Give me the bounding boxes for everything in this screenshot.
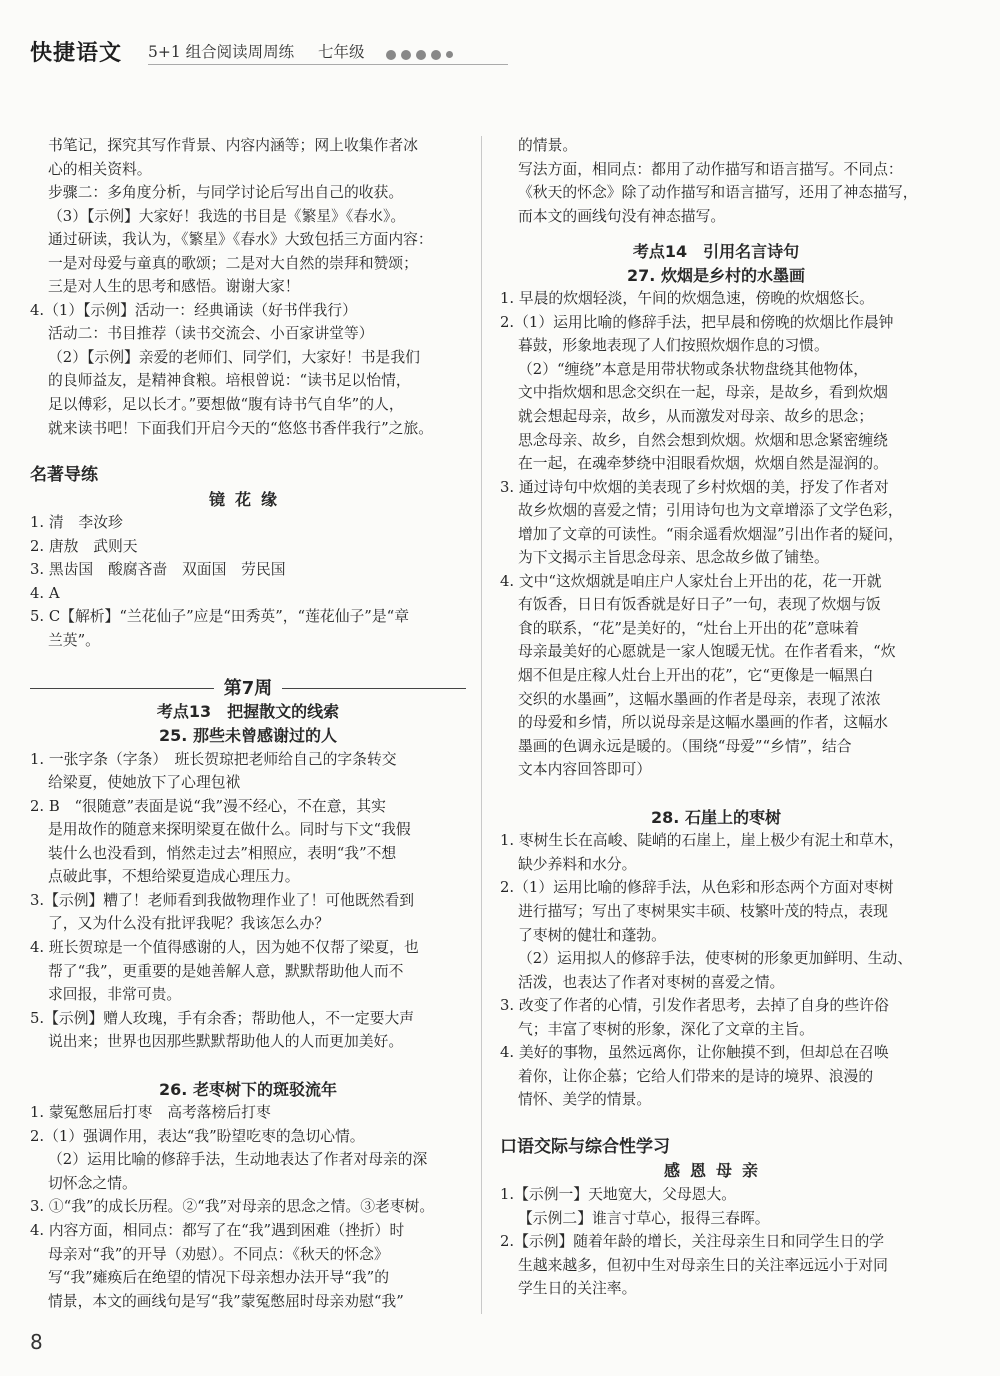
answer-line: 故乡炊烟的喜爱之情；引用诗句也为文章增添了文学色彩， — [518, 502, 903, 520]
answer-line: 就来读书吧！下面我们开启今天的“悠悠书香伴我行”之旅。 — [48, 419, 434, 437]
article-heading: 27. 炊烟是乡村的水墨画 — [627, 265, 805, 285]
answer-line: 切怀念之情。 — [48, 1174, 137, 1192]
answer-line: 就会想起母亲，故乡，从而激发对母亲、故乡的思念； — [518, 408, 874, 426]
grade-label: 七年级 — [318, 43, 365, 61]
answer-line: 2.（1）运用比喻的修辞手法，把早晨和傍晚的炊烟比作晨钟 — [500, 313, 894, 331]
answer-line: 5.【示例】赠人玫瑰，手有余香；帮助他人，不一定要大声 — [30, 1009, 415, 1027]
answer-line: 有饭香，日日有饭香就是好日子”一句，表现了炊烟与饭 — [518, 596, 881, 614]
answer-line: 2. B “很随意”表面是说“我”漫不经心，不在意，其实 — [30, 797, 386, 815]
answer-line: 给梁夏，使她放下了心理包袱 — [48, 774, 241, 792]
answer-line: 4. 美好的事物，虽然远离你，让你触摸不到，但却总在召唤 — [500, 1044, 889, 1062]
answer-line: 3. 通过诗句中炊烟的美表现了乡村炊烟的美，抒发了作者对 — [500, 478, 889, 496]
answer-line: 1. 早晨的炊烟轻淡，午间的炊烟急速，傍晚的炊烟悠长。 — [500, 290, 874, 308]
dot-icon — [386, 50, 396, 60]
answer-line: 的良师益友，是精神食粮。培根曾说：“读书足以怡情， — [48, 372, 411, 390]
page-number: 8 — [30, 1330, 43, 1354]
answer-line: 写“我”瘫痪后在绝望的情况下母亲想办法开导“我”的 — [48, 1269, 389, 1287]
topic-title: 感恩母亲 — [663, 1161, 768, 1181]
heading-rule — [282, 688, 466, 689]
answer-line: 装什么也没看到，悄然走过去”相照应，表明“我”不想 — [48, 844, 397, 862]
article-heading: 考点13 把握散文的线索 — [156, 702, 340, 722]
answer-line: 4. A — [30, 584, 60, 602]
answer-line: 学生日的关注率。 — [518, 1280, 637, 1298]
answer-line: 写法方面，相同点：都用了动作描写和语言描写。不同点： — [518, 160, 903, 178]
answer-line: 墨画的色调永远是暖的。（围绕“母爱”“乡情”，结合 — [518, 737, 852, 755]
answer-line: 3. ①“我”的成长历程。②“我”对母亲的思念之情。③老枣树。 — [30, 1198, 435, 1216]
dot-icon — [446, 51, 453, 58]
answer-line: 5. C【解析】“兰花仙子”应是“田秀英”，“莲花仙子”是“章 — [30, 608, 410, 626]
answer-line: 增加了文章的可读性。“雨余遥看炊烟湿”引出作者的疑问， — [518, 525, 904, 543]
answer-line: 帮了“我”，更重要的是她善解人意，默默帮助他人而不 — [48, 962, 404, 980]
answer-line: 文中指炊烟和思念交织在一起，母亲，是故乡，看到炊烟 — [518, 384, 888, 402]
article-heading: 28. 石崖上的枣树 — [651, 807, 781, 827]
header-divider — [148, 64, 508, 65]
spacer — [30, 652, 466, 676]
answer-line: 3.【示例】糟了！老师看到我做物理作业了！可他既然看到 — [30, 891, 415, 909]
answer-line: 1. 枣树生长在高峻、陡峭的石崖上，崖上极少有泥土和草木， — [500, 832, 904, 850]
answer-line: 【示例二】谁言寸草心，报得三春晖。 — [518, 1209, 770, 1227]
answer-line: 求回报，非常可贵。 — [48, 986, 182, 1004]
answer-line: （2）“缠绕”本意是用带状物或条状物盘绕其他物体， — [518, 360, 869, 378]
answer-line: 的情景。 — [518, 137, 578, 154]
answer-line: 情怀、美学的情景。 — [518, 1091, 652, 1109]
answer-line: 母亲最美好的心愿就是一家人饱暖无忧。在作者看来，“炊 — [518, 643, 896, 661]
answer-line: 烟不但是庄稼人灶台上开出的花”，它“更像是一幅黑白 — [518, 667, 874, 685]
answer-line: 三是对人生的思考和感悟。谢谢大家！ — [48, 278, 300, 296]
article-heading: 考点14 引用名言诗句 — [632, 242, 800, 262]
answer-line: 通过研读，我认为，《繁星》《春水》大致包括三方面内容： — [48, 231, 433, 249]
article-heading: 25. 那些未曾感谢过的人 — [159, 726, 337, 746]
answer-line: 暮鼓，形象地表现了人们按照炊烟作息的习惯。 — [518, 337, 829, 355]
answer-line: 1.【示例一】天地宽大，父母恩大。 — [500, 1185, 737, 1203]
answer-line: 着你，让你企慕；它给人们带来的是诗的境界、浪漫的 — [518, 1067, 874, 1085]
answer-line: 文本内容回答即可） — [518, 761, 652, 779]
answer-line: 了枣树的健壮和蓬勃。 — [518, 926, 666, 944]
answer-line: 心的相关资料。 — [48, 160, 152, 178]
section-heading: 名著导练 — [30, 465, 98, 486]
answer-line: 活动二：书目推荐（读书交流会、小百家讲堂等） — [48, 325, 374, 343]
answer-line: 1. 清 李汝珍 — [30, 514, 123, 532]
answer-line: 《秋天的怀念》除了动作描写和语言描写，还用了神态描写， — [518, 184, 918, 202]
answer-line: 4.（1）【示例】活动一：经典诵读（好书伴我行） — [30, 301, 357, 319]
answer-line: 情景，本文的画线句是写“我”蒙冤憋屈时母亲劝慰“我” — [48, 1292, 404, 1310]
answer-line: 交织的水墨画”，这幅水墨画的作者是母亲，表现了浓浓 — [518, 690, 881, 708]
answer-line: （3）【示例】大家好！我选的书目是《繁星》《春水》。 — [48, 207, 406, 225]
answer-line: 3. 改变了作者的心情，引发作者思考，去掉了自身的些许俗 — [500, 997, 889, 1015]
spacer — [30, 440, 466, 464]
answer-line: 进行描写；写出了枣树果实丰硕、枝繁叶茂的特点，表现 — [518, 902, 888, 920]
answer-line: 气；丰富了枣树的形象，深化了文章的主旨。 — [518, 1020, 814, 1038]
answer-line: 缺少养料和水分。 — [518, 855, 637, 873]
answer-line: 活泼，也表达了作者对枣树的喜爱之情。 — [518, 973, 785, 991]
week-title: 第7周 — [223, 677, 273, 699]
answer-line: 4. 内容方面，相同点：都写了在“我”遇到困难（挫折）时 — [30, 1221, 405, 1239]
answer-line: 2.【示例】随着年龄的增长，关注母亲生日和同学生日的学 — [500, 1233, 885, 1251]
answer-line: 一是对母爱与童真的歌颂；二是对大自然的崇拜和赞颂； — [48, 254, 418, 272]
series-title: 5+1 组合阅读周周练 — [148, 43, 295, 61]
answer-line: 4. 文中“这炊烟就是咱庄户人家灶台上开出的花，花一开就 — [500, 572, 882, 590]
answer-line: 是用故作的随意来探明梁夏在做什么。同时与下文“我假 — [48, 821, 411, 839]
answer-line: 书笔记，探究其写作背景、内容内涵等；网上收集作者冰 — [48, 137, 418, 154]
answer-line: 而本文的画线句没有神态描写。 — [518, 207, 726, 225]
answer-line: 2.（1）运用比喻的修辞手法，从色彩和形态两个方面对枣树 — [500, 879, 894, 897]
section-heading: 口语交际与综合性学习 — [500, 1136, 670, 1157]
spacer — [500, 782, 932, 806]
answer-line: 母亲对“我”的开导（劝慰）。不同点：《秋天的怀念》 — [48, 1245, 389, 1263]
answer-line: 1. 一张字条（字条） 班长贺琼把老师给自己的字条转交 — [30, 750, 397, 768]
spacer — [500, 1112, 932, 1136]
right-column — [500, 134, 932, 1301]
answer-line: （2）运用比喻的修辞手法，生动地表达了作者对母亲的深 — [48, 1151, 428, 1169]
answer-line: （2）运用拟人的修辞手法，使枣树的形象更加鲜明、生动、 — [518, 950, 913, 968]
spacer — [500, 228, 932, 240]
book-title: 镜花缘 — [208, 489, 287, 509]
spacer — [30, 1054, 466, 1078]
column-divider — [481, 136, 482, 1314]
answer-line: 生越来越多，但初中生对母亲生日的关注率远远小于对同 — [518, 1256, 888, 1274]
answer-line: 点破此事，不想给梁夏造成心理压力。 — [48, 868, 300, 886]
answer-line: （2）【示例】亲爱的老师们、同学们，大家好！书是我们 — [48, 348, 420, 366]
week-heading — [30, 676, 466, 700]
answer-line: 2.（1）强调作用，表达“我”盼望吃枣的急切心情。 — [30, 1127, 365, 1145]
answer-line: 思念母亲、故乡，自然会想到炊烟。炊烟和思念紧密缠绕 — [518, 431, 888, 449]
answer-line: 4. 班长贺琼是一个值得感谢的人，因为她不仅帮了梁夏，也 — [30, 938, 419, 956]
answer-line: 说出来；世界也因那些默默帮助他人的人而更加美好。 — [48, 1033, 404, 1051]
answer-line: 1. 蒙冤憋屈后打枣 高考落榜后打枣 — [30, 1104, 271, 1122]
answer-line: 了，又为什么没有批评我呢？我该怎么办？ — [48, 915, 330, 933]
answer-line: 兰英”。 — [48, 631, 100, 649]
answer-line: 2. 唐敖 武则天 — [30, 537, 138, 555]
rating-dots-icon — [386, 44, 458, 63]
answer-line: 在一起，在魂牵梦绕中泪眼看炊烟，炊烟自然是湿润的。 — [518, 455, 888, 473]
brand-title: 快捷语文 — [30, 41, 123, 66]
dot-icon — [401, 50, 411, 60]
dot-icon — [431, 50, 441, 60]
article-heading: 26. 老枣树下的斑驳流年 — [159, 1079, 337, 1099]
answer-line: 步骤二：多角度分析，与同学讨论后写出自己的收获。 — [48, 184, 404, 202]
answer-line: 3. 黑齿国 酸腐吝啬 双面国 劳民国 — [30, 561, 286, 579]
page-header — [30, 30, 474, 68]
heading-rule — [30, 688, 214, 689]
dot-icon — [416, 50, 426, 60]
answer-line: 为下文揭示主旨思念母亲、思念故乡做了铺垫。 — [518, 549, 829, 567]
answer-line: 食的联系，“花”是美好的，“灶台上开出的花”意味着 — [518, 619, 859, 637]
answer-line: 的母爱和乡情，所以说母亲是这幅水墨画的作者，这幅水 — [518, 714, 888, 732]
answer-line: 足以傅彩，足以长才。”要想做“腹有诗书气自华”的人， — [48, 396, 404, 414]
left-column — [30, 134, 466, 1313]
